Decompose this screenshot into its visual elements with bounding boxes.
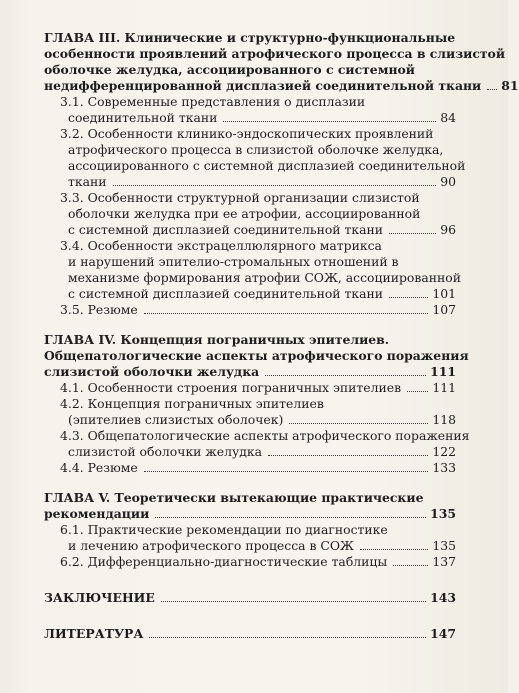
dot-leader	[393, 565, 428, 566]
dot-leader	[155, 517, 426, 518]
dot-leader	[289, 423, 428, 424]
dot-leader	[144, 471, 429, 472]
toc-section-4-3: 4.3. Общепатологические аспекты атрофического поражения слизистой оболочки желудка 122	[60, 428, 470, 459]
dot-leader	[360, 549, 428, 550]
page-number: 135	[430, 506, 456, 521]
toc-chapter-4	[44, 332, 470, 476]
page-number: 135	[432, 538, 456, 553]
chapter-title-line: ГЛАВА V. Теоретически вытекающие практические	[44, 490, 424, 505]
page-number: 111	[430, 364, 456, 379]
dot-leader	[223, 121, 436, 122]
toc-chapter-5	[44, 490, 456, 570]
chapter-title-line: ГЛАВА III. Клинические и структурно-функциональные	[44, 30, 456, 45]
toc-section-3-4: 3.4. Особенности экстрацеллюлярного матрикса и нарушений эпителио-стромальных отношений в механизме формирования атрофии СОЖ, ассоциированной с системной дисплазией соединительной ткани 101	[60, 238, 461, 301]
toc-section-3-1: 3.1. Современные представления о дисплазии соединительной ткани 84	[60, 94, 456, 125]
dot-leader	[389, 297, 428, 298]
toc-literature: ЛИТЕРАТУРА 147	[44, 626, 456, 641]
toc-section-4-2: 4.2. Концепция пограничных эпителиев (эпителиев слизистых оболочек) 118	[60, 396, 456, 427]
page-number: 137	[432, 554, 456, 569]
dot-leader	[161, 601, 426, 602]
toc-chapter-3	[44, 30, 519, 318]
page-number: 122	[432, 444, 456, 459]
page-number: 84	[440, 110, 456, 125]
toc-section-6-1: 6.1. Практические рекомендации по диагностике и лечению атрофического процесса в СОЖ 135	[60, 522, 456, 553]
table-of-contents	[44, 30, 519, 642]
dot-leader	[407, 391, 428, 392]
page-number: 90	[440, 174, 456, 189]
dot-leader	[113, 185, 437, 186]
page-number: 107	[432, 302, 456, 317]
toc-section-3-3: 3.3. Особенности структурной организации слизистой оболочки желудка при ее атрофии, ассоциированной с системной дисплазией соединительной ткани 96	[60, 190, 456, 237]
dot-leader	[487, 89, 497, 90]
dot-leader	[268, 455, 428, 456]
page-number: 118	[432, 412, 456, 427]
dot-leader	[265, 375, 426, 376]
chapter-title-line: недифференцированной дисплазией соединительной ткани 81	[44, 78, 519, 93]
dot-leader	[144, 313, 429, 314]
page-number: 147	[430, 626, 456, 641]
toc-section-3-5: 3.5. Резюме 107	[60, 302, 456, 317]
page-number: 133	[432, 460, 456, 475]
toc-conclusion: ЗАКЛЮЧЕНИЕ 143	[44, 590, 456, 605]
page-number: 96	[440, 222, 456, 237]
chapter-title-line: оболочке желудка, ассоциированного с системной	[44, 62, 415, 77]
toc-section-6-2: 6.2. Дифференциально-диагностические таблицы 137	[60, 554, 456, 569]
page-number: 111	[432, 380, 456, 395]
dot-leader	[389, 233, 436, 234]
chapter-title-line: ГЛАВА IV. Концепция пограничных эпителиев.	[44, 332, 390, 347]
toc-section-3-2: 3.2. Особенности клинико-эндоскопических проявлений атрофического процесса в слизистой оболочке желудка, ассоциированного с системной дисплазией соединительной ткани 90	[60, 126, 466, 189]
toc-section-4-4: 4.4. Резюме 133	[60, 460, 456, 475]
toc-section-4-1: 4.1. Особенности строения пограничных эпителиев 111	[60, 380, 456, 395]
page-number: 143	[430, 590, 456, 605]
chapter-title-line: слизистой оболочки желудка 111	[44, 364, 456, 379]
chapter-title-line: Общепатологические аспекты атрофического поражения	[44, 348, 469, 363]
page-number: 81	[501, 78, 519, 93]
page-number: 101	[432, 286, 456, 301]
chapter-title-line: рекомендации 135	[44, 506, 456, 521]
chapter-title-line: особенности проявлений атрофического процесса в слизистой	[44, 46, 506, 61]
dot-leader	[149, 637, 426, 638]
